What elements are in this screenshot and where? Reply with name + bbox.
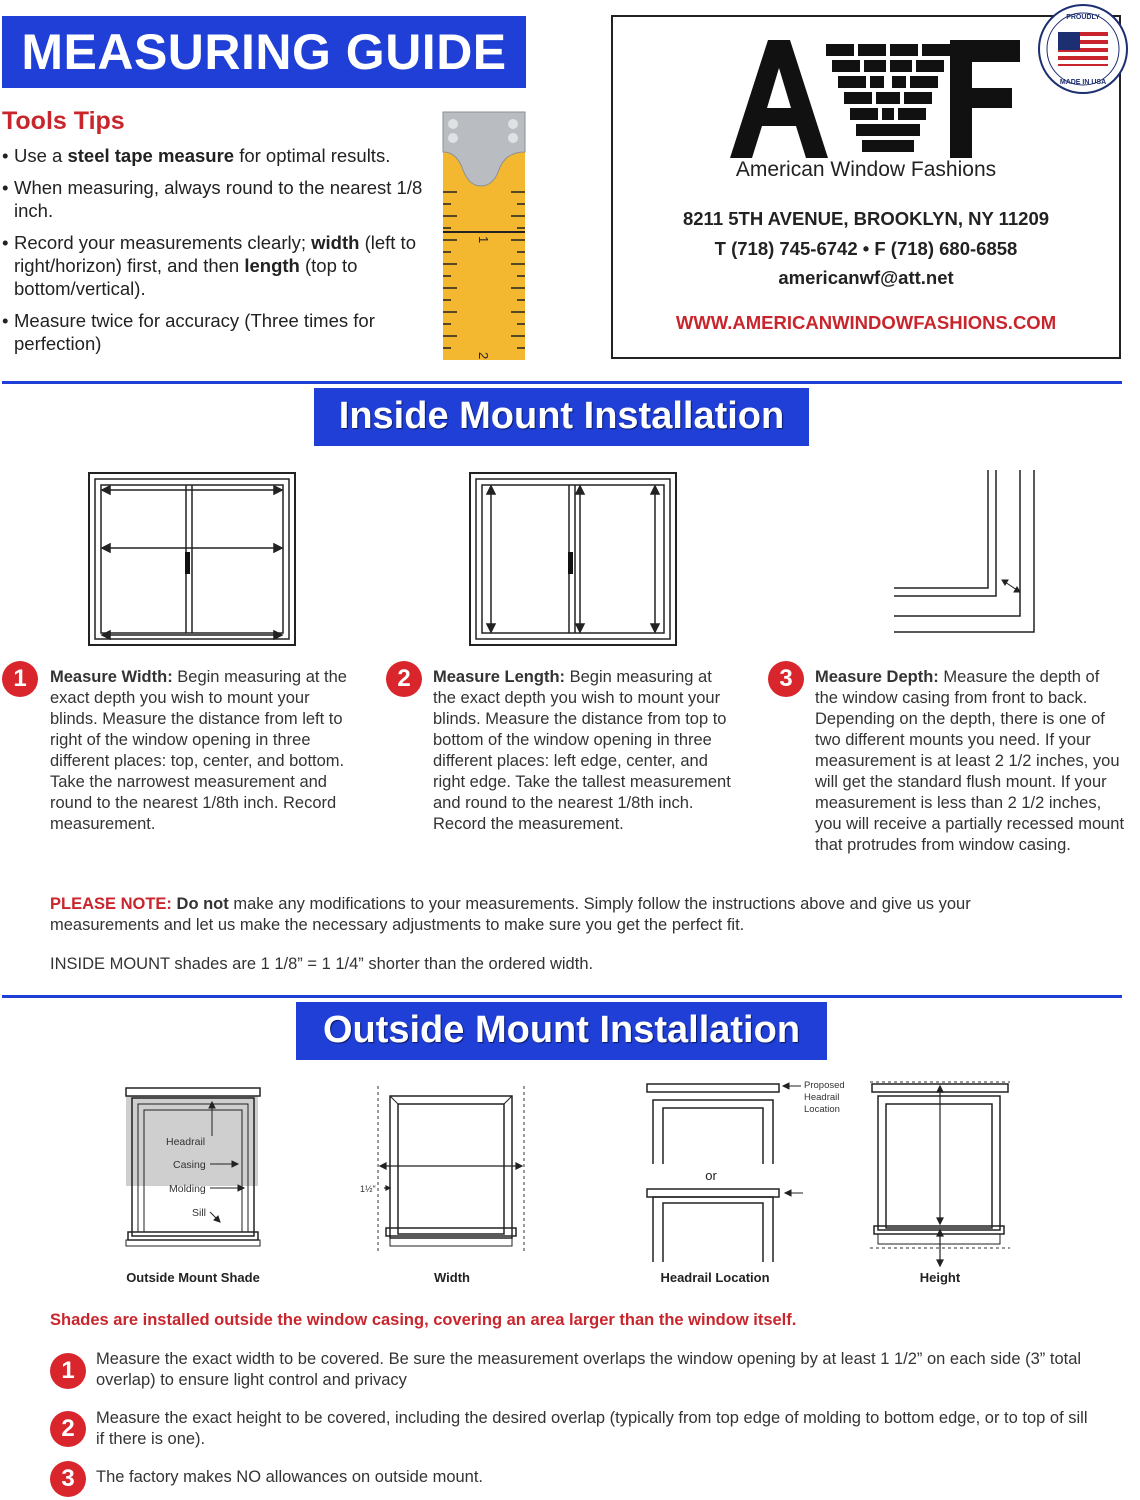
- outside-step-1-badge: 1: [50, 1353, 86, 1389]
- headrail-or-label: or: [705, 1168, 717, 1183]
- outside-mount-title: Outside Mount Installation: [296, 1002, 827, 1060]
- height-caption: Height: [919, 1270, 961, 1285]
- outside-step-2-badge: 2: [50, 1411, 86, 1447]
- width-caption: Width: [434, 1270, 470, 1285]
- inside-step-1-badge: 1: [2, 661, 38, 697]
- company-email[interactable]: americanwf@att.net: [778, 267, 954, 288]
- outside-height-diagram: [870, 1080, 1015, 1270]
- outside-step-3-text: The factory makes NO allowances on outside mount.: [96, 1468, 484, 1486]
- tip-item: • Record your measurements clearly; width (left to right/horizon) first, and then length (top to bottom/vertical).: [2, 231, 427, 300]
- shade-caption: Outside Mount Shade: [126, 1270, 260, 1285]
- headrail-caption: Headrail Location: [660, 1270, 770, 1285]
- outside-step-2-text: Measure the exact height to be covered, including the desired overlap (typically from top edge of molding to bottom edge, or to top of sill if there is one).: [96, 1409, 1088, 1448]
- made-in-usa-badge-icon: [1038, 4, 1128, 94]
- outside-intro: Shades are installed outside the window casing, covering an area larger than the window itself.: [50, 1311, 797, 1329]
- tools-tips-heading: Tools Tips: [2, 107, 125, 135]
- company-website[interactable]: WWW.AMERICANWINDOWFASHIONS.COM: [675, 312, 1057, 333]
- proposed-headrail-label: Proposed Headrail Location: [804, 1080, 845, 1115]
- inside-note-2: INSIDE MOUNT shades are 1 1/8” = 1 1/4” shorter than the ordered width.: [50, 955, 594, 973]
- inside-step-2-text: Measure Length: Begin measuring at the exact depth you wish to mount your blinds. Measure the distance from top to bottom of the window opening in three different places: left edge, center, and right edge. Take the tallest measurement and round to the nearest 1/8th inch. Record the measurement.: [433, 668, 731, 833]
- tape-measure-icon: [443, 112, 525, 360]
- shade-label-sill: Sill: [192, 1207, 207, 1219]
- outside-shade-diagram: [124, 1086, 264, 1248]
- inside-depth-diagram: [892, 470, 1042, 640]
- inside-note: PLEASE NOTE: Do not make any modifications to your measurements. Simply follow the instructions above and give us your measurements and let us make the necessary adjustments to make sure you get the perfect fit.: [50, 895, 971, 934]
- inside-step-1-text: Measure Width: Begin measuring at the exact depth you wish to mount your blinds. Measure the distance from left to right of the window opening in three different places: top, center, and bottom. Take the narrowest measurement and round to the nearest 1/8th inch. Record measurement.: [50, 668, 347, 833]
- shade-label-casing: Casing: [173, 1159, 206, 1171]
- tip-item: • When measuring, always round to the nearest 1/8 inch.: [2, 176, 427, 222]
- badge-bottom-text: MADE IN USA: [1059, 79, 1107, 86]
- company-name: American Window Fashions: [735, 158, 997, 181]
- tip-item: • Use a steel tape measure for optimal results.: [2, 144, 427, 167]
- badge-top-text: PROUDLY: [1066, 14, 1100, 21]
- inside-mount-title: Inside Mount Installation: [314, 388, 809, 446]
- inside-length-diagram: [469, 472, 679, 648]
- outside-width-diagram: [356, 1086, 536, 1256]
- page-title: MEASURING GUIDE: [2, 16, 526, 88]
- outside-step-3-badge: 3: [50, 1461, 86, 1497]
- section-divider: [2, 995, 1122, 998]
- company-phone: T (718) 745-6742 • F (718) 680-6858: [714, 238, 1018, 259]
- outside-step-1-text: Measure the exact width to be covered. Be sure the measurement overlaps the window opening by at least 1 1/2” on each side (3” total overlap) to ensure light control and privacy: [96, 1350, 1082, 1389]
- inside-step-2-badge: 2: [386, 661, 422, 697]
- tape-mark-1: 1: [476, 236, 491, 244]
- inside-step-3-badge: 3: [768, 661, 804, 697]
- section-divider: [2, 381, 1122, 384]
- awf-logo: [730, 40, 1020, 160]
- tip-item: • Measure twice for accuracy (Three times for perfection): [2, 309, 427, 355]
- company-address: 8211 5TH AVENUE, BROOKLYN, NY 11209: [682, 208, 1050, 229]
- tools-tips-list: [2, 144, 427, 364]
- shade-label-molding: Molding: [169, 1183, 206, 1195]
- width-label: 1½": [360, 1184, 376, 1194]
- inside-step-3-text: Measure Depth: Measure the depth of the window casing from front to back. Depending on the depth, there is one of two different mounts you need. If your measurement is at least 2 1/2 inches, you will get the standard flush mount. If your measurement is less than 2 1/2 inches, you will receive a partially recessed mount that protrudes from window casing.: [815, 668, 1125, 854]
- tape-mark-2: 2: [476, 352, 491, 360]
- shade-label-headrail: Headrail: [166, 1136, 206, 1148]
- inside-width-diagram: [88, 472, 298, 648]
